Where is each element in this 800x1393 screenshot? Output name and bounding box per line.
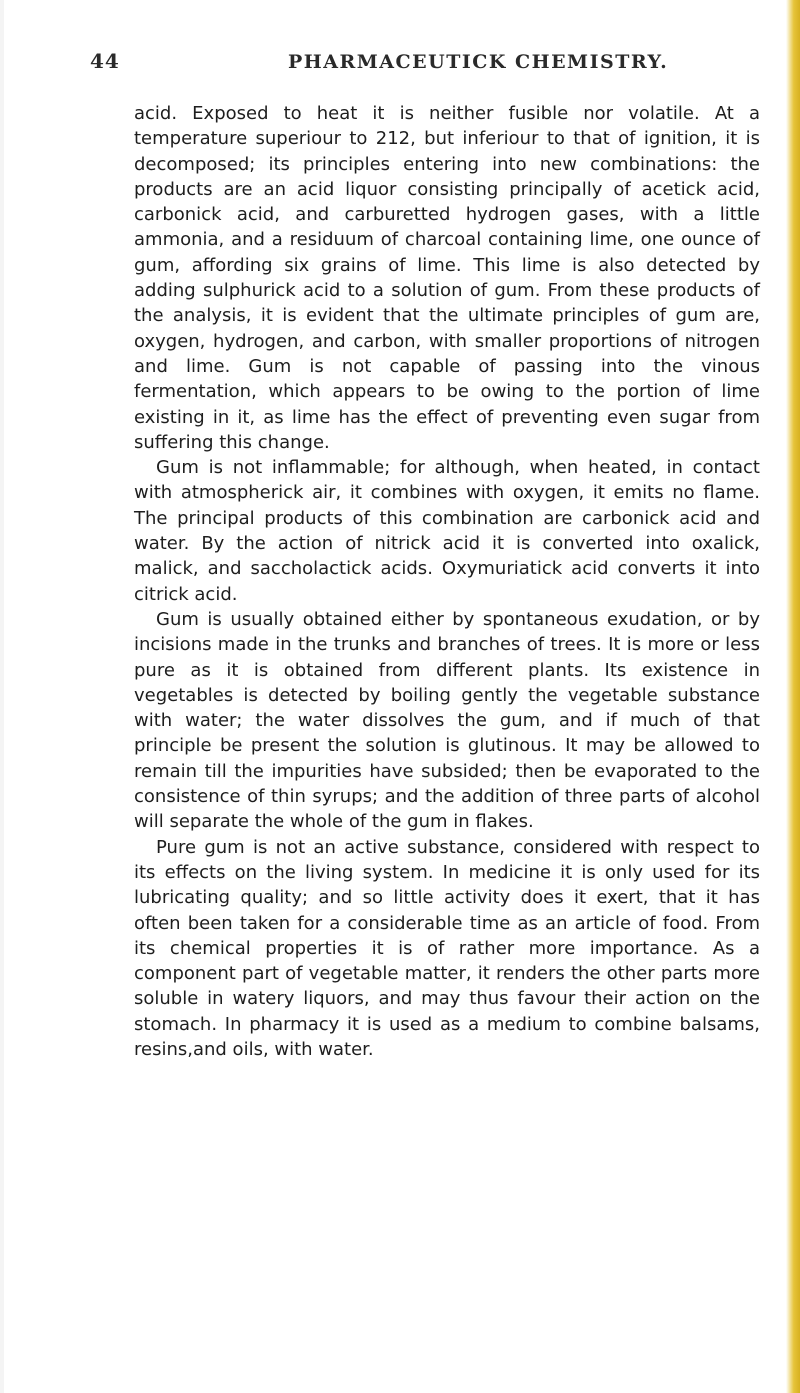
page-left-edge: [0, 0, 4, 1393]
paragraph-inflammability: Gum is not inflammable; for although, when heated, in contact with atmospherick air, it combines with oxygen, it emits no flame. The principal products of this combination are carbonick acid and water. By the action of nitrick acid it is converted into oxalick, malick, and saccholactick acids. Oxymuriatick acid converts it into citrick acid.: [134, 457, 760, 605]
paragraph-obtaining-gum: Gum is usually obtained either by spontaneous exudation, or by incisions made in the trunks and branches of trees. It is more or less pure as it is obtained from different plants. Its existence in vegetables is detected by boiling gently the vegetable substance with water; the water dissolves the gum, and if much of that principle be present the solution is glutinous. It may be allowed to remain till the impurities have subsided; then be evaporated to the consistence of thin syrups; and the addition of three parts of alcohol will separate the whole of the gum in flakes.: [134, 608, 760, 833]
paragraph-medicinal-use: Pure gum is not an active substance, considered with respect to its effects on the living system. In medicine it is only used for its lubricating quality; and so little activity does it exert, that it has often been taken for a considerable time as an article of food. From its chemical properties it is of rather more importance. As a component part of vegetable matter, it renders the other parts more soluble in watery liquors, and may thus favour their action on the stomach. In pharmacy it is used as a medium to combine balsams, resins,and oils, with water.: [134, 836, 760, 1060]
running-head: [90, 49, 730, 79]
running-title: PHARMACEUTICK CHEMISTRY.: [288, 51, 669, 73]
page-binding-edge: [786, 0, 800, 1393]
body-text: [134, 101, 760, 1062]
paragraph-continuation: acid. Exposed to heat it is neither fusible nor volatile. At a temperature superiour to 212, but inferiour to that of ignition, it is decomposed; its principles entering into new combinations: the products are an acid liquor consisting principally of acetick acid, carbonick acid, and carburetted hydrogen gases, with a little ammonia, and a residuum of charcoal containing lime, one ounce of gum, affording six grains of lime. This lime is also detected by adding sulphurick acid to a solution of gum. From these products of the analysis, it is evident that the ultimate principles of gum are, oxygen, hydrogen, and carbon, with smaller proportions of nitrogen and lime. Gum is not capable of passing into the vinous fermentation, which appears to be owing to the portion of lime existing in it, as lime has the effect of preventing even sugar from suffering this change.: [134, 103, 760, 453]
page-number: 44: [90, 49, 120, 73]
